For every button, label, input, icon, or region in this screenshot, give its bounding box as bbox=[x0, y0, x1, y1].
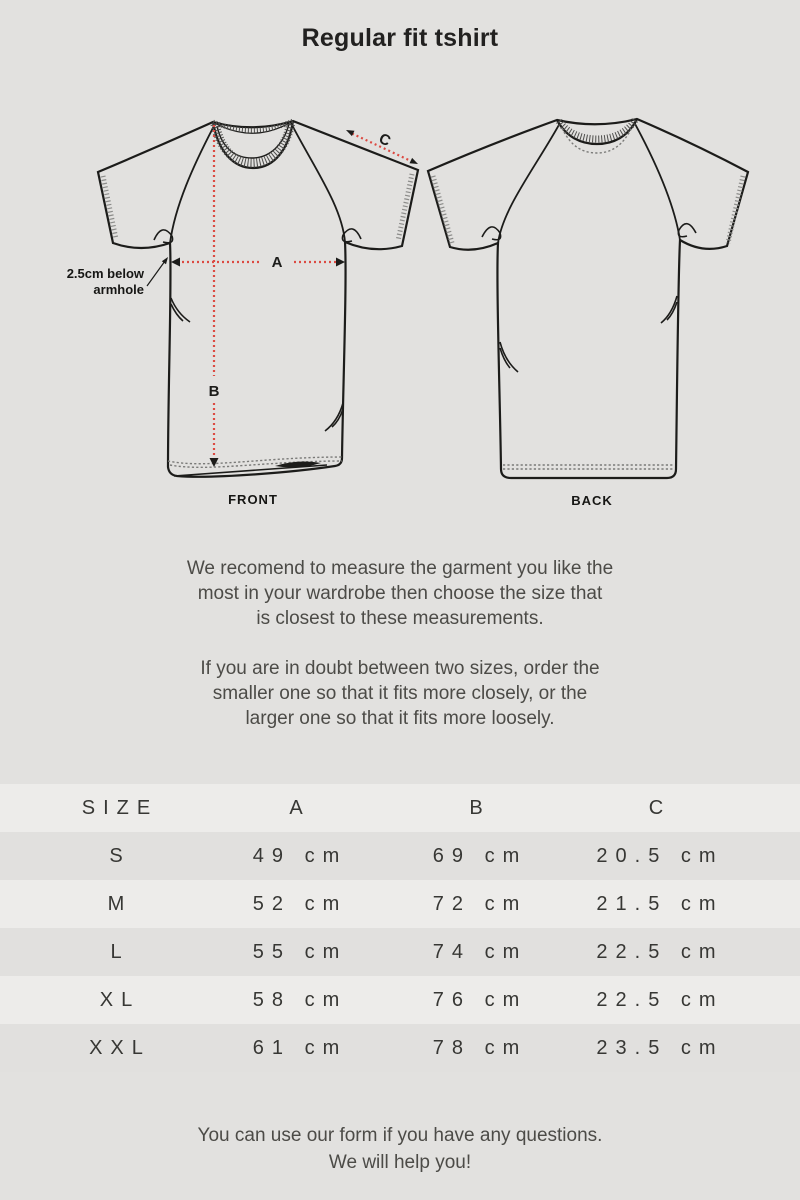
size-doubt-paragraph bbox=[100, 656, 700, 731]
measure-b-cell: 72 cm bbox=[432, 893, 528, 915]
paragraph-line: If you are in doubt between two sizes, order the bbox=[200, 658, 600, 679]
contact-note bbox=[100, 1122, 700, 1176]
column-header-size: SIZE bbox=[81, 797, 159, 819]
measure-line-b bbox=[209, 125, 220, 467]
measure-b-cell: 78 cm bbox=[432, 1037, 528, 1059]
measure-label-a: A bbox=[271, 254, 283, 271]
front-view-label: FRONT bbox=[228, 492, 278, 507]
size-table bbox=[0, 784, 800, 1072]
size-row-l bbox=[0, 928, 800, 976]
back-hem bbox=[503, 465, 674, 469]
page-title: Regular fit tshirt bbox=[301, 24, 499, 52]
back-view-label: BACK bbox=[571, 493, 613, 508]
measure-c-cell: 22.5 cm bbox=[596, 989, 724, 1011]
column-header-a: A bbox=[289, 797, 311, 819]
paragraph-line: We recomend to measure the garment you like the bbox=[186, 558, 614, 579]
front-hem bbox=[168, 457, 342, 476]
measure-line-a bbox=[171, 254, 345, 271]
front-cuff-ribbing bbox=[103, 174, 412, 241]
paragraph-line: smaller one so that it fits more closely, or the bbox=[212, 683, 588, 704]
measure-a-cell: 55 cm bbox=[252, 941, 348, 963]
paragraph-line: most in your wardrobe then choose the size that bbox=[197, 583, 603, 604]
size-cell: L bbox=[110, 941, 130, 963]
measure-a-cell: 49 cm bbox=[252, 845, 348, 867]
measure-advice-paragraph bbox=[100, 556, 700, 631]
front-shirt-diagram bbox=[55, 106, 425, 491]
measure-a-cell: 52 cm bbox=[252, 893, 348, 915]
measure-b-cell: 69 cm bbox=[432, 845, 528, 867]
measure-c-cell: 21.5 cm bbox=[596, 893, 724, 915]
front-wrinkles bbox=[154, 229, 361, 431]
size-cell: S bbox=[109, 845, 131, 867]
measure-label-b: B bbox=[208, 383, 220, 400]
size-cell: XL bbox=[99, 989, 141, 1011]
measure-label-c: C bbox=[376, 130, 394, 151]
measure-a-cell: 58 cm bbox=[252, 989, 348, 1011]
measure-c-cell: 22.5 cm bbox=[596, 941, 724, 963]
measure-b-cell: 76 cm bbox=[432, 989, 528, 1011]
size-cell: XXL bbox=[89, 1037, 151, 1059]
measure-c-cell: 20.5 cm bbox=[596, 845, 724, 867]
front-shirt-outline bbox=[98, 121, 418, 477]
paragraph-line: larger one so that it fits more loosely. bbox=[245, 708, 555, 729]
measure-a-cell: 61 cm bbox=[252, 1037, 348, 1059]
contact-note-line2: We will help you! bbox=[328, 1152, 472, 1173]
size-table-header-row bbox=[0, 784, 800, 832]
size-row-xxl bbox=[0, 1024, 800, 1072]
armhole-note bbox=[67, 257, 168, 297]
armhole-note-line1: 2.5cm below bbox=[66, 266, 144, 281]
back-shirt-outline bbox=[428, 119, 748, 478]
back-shirt-diagram bbox=[425, 106, 765, 492]
paragraph-line: is closest to these measurements. bbox=[256, 608, 544, 629]
measure-c-cell: 23.5 cm bbox=[596, 1037, 724, 1059]
armhole-note-line2: armhole bbox=[93, 282, 144, 297]
column-header-c: C bbox=[648, 797, 672, 819]
column-header-b: B bbox=[469, 797, 491, 819]
back-cuff-ribbing bbox=[433, 176, 743, 243]
size-cell: M bbox=[107, 893, 133, 915]
size-row-m bbox=[0, 880, 800, 928]
size-row-s bbox=[0, 832, 800, 880]
back-wrinkles bbox=[482, 224, 696, 372]
measure-b-cell: 74 cm bbox=[432, 941, 528, 963]
contact-note-line1: You can use our form if you have any questions. bbox=[197, 1125, 603, 1146]
size-row-xl bbox=[0, 976, 800, 1024]
